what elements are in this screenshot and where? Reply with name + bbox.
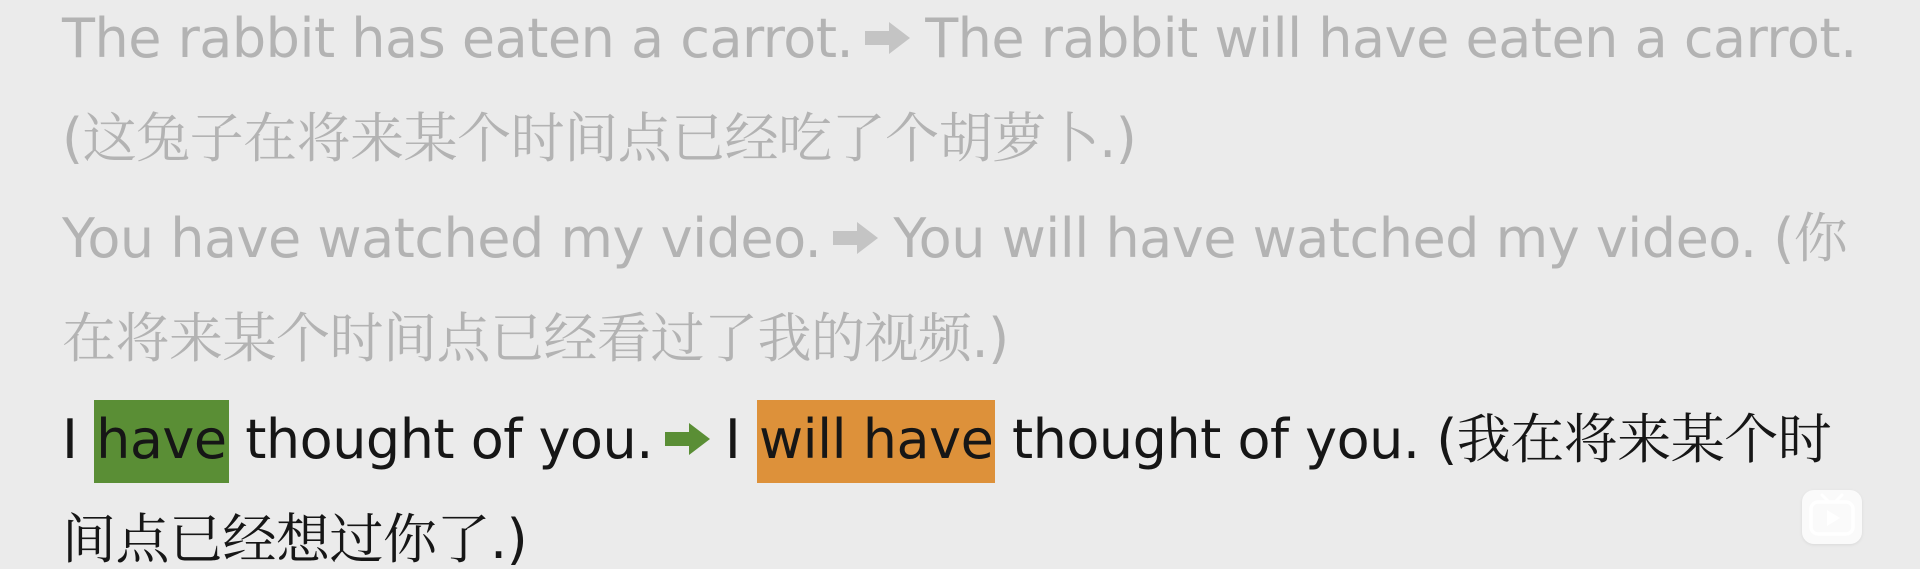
example-line-4 (62, 289, 1009, 389)
subject-i-2: I (724, 408, 757, 471)
highlight-will-have: will have (757, 400, 995, 483)
sentence-present-perfect-3-rest: thought of you. (228, 408, 653, 471)
translation-2: 在将来某个时间点已经看过了我的视频.) (62, 307, 1009, 370)
right-arrow-icon (865, 0, 911, 88)
example-line-1 (62, 0, 1857, 89)
highlight-have: have (94, 400, 229, 483)
right-arrow-icon (665, 389, 711, 489)
translation-3: 间点已经想过你了.) (62, 508, 528, 569)
example-line-2 (62, 89, 1136, 189)
sentence-present-perfect-2: You have watched my video. (62, 207, 822, 270)
example-line-5 (62, 390, 1831, 490)
right-arrow-icon (833, 188, 879, 288)
sentence-future-perfect-3-rest: thought of you. (我在将来某个时 (995, 408, 1832, 471)
sentence-present-perfect-1: The rabbit has eaten a carrot. (62, 7, 854, 70)
example-line-3 (62, 189, 1847, 289)
video-player-button[interactable] (1802, 490, 1862, 544)
translation-1: (这兔子在将来某个时间点已经吃了个胡萝卜.) (62, 107, 1137, 170)
sentence-future-perfect-2: You will have watched my video. (你 (893, 207, 1848, 270)
sentence-future-perfect-1: The rabbit will have eaten a carrot. (925, 7, 1857, 70)
example-line-6 (62, 490, 527, 569)
subject-i: I (62, 408, 95, 471)
